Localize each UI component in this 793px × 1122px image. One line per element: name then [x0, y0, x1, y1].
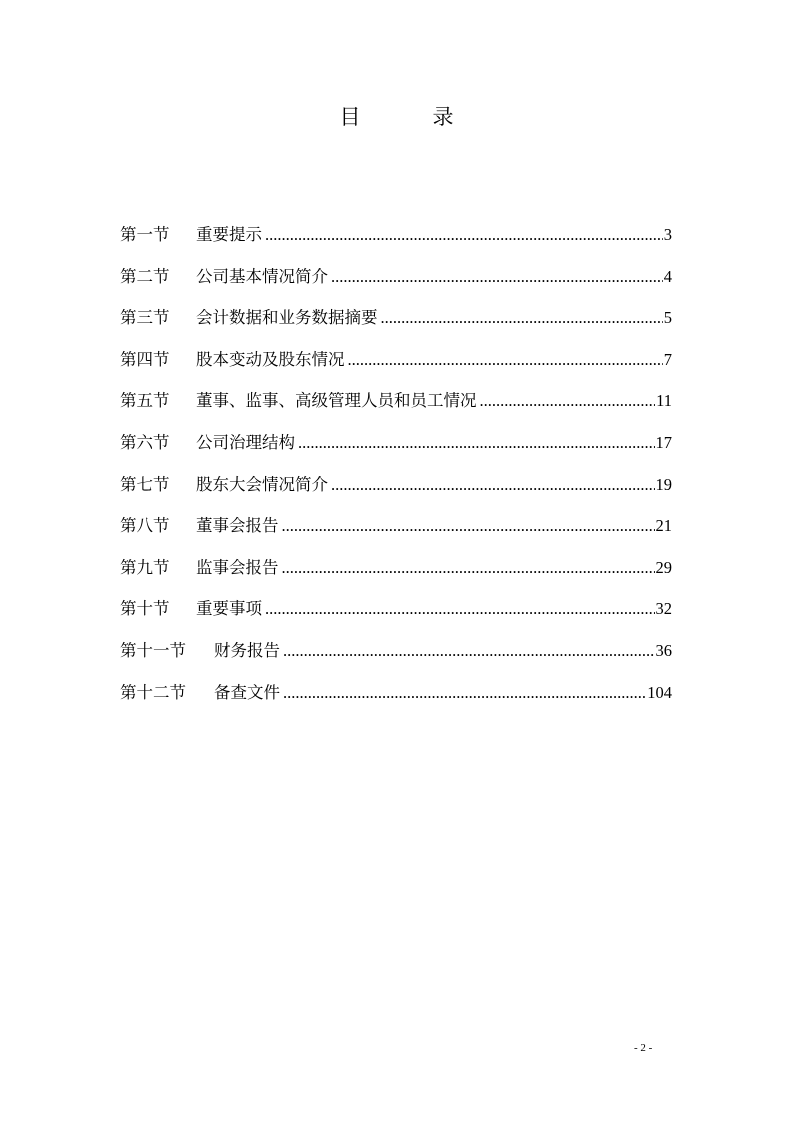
toc-dot-leader [265, 222, 663, 248]
toc-dot-leader [282, 555, 655, 581]
toc-section-name: 董事、监事、高级管理人员和员工情况 [196, 391, 477, 411]
toc-entry[interactable] [120, 347, 672, 389]
toc-entry[interactable] [120, 596, 672, 638]
toc-dot-leader [282, 513, 655, 539]
toc-section-number: 第十二节 [120, 682, 186, 702]
toc-section-name: 会计数据和业务数据摘要 [196, 308, 378, 328]
toc-section-name: 董事会报告 [196, 516, 279, 536]
toc-section-number: 第九节 [120, 557, 170, 577]
toc-entry[interactable] [120, 305, 672, 347]
toc-section-name: 财务报告 [214, 640, 280, 660]
toc-dot-leader [331, 472, 655, 498]
toc-section-name: 重要事项 [196, 599, 262, 619]
toc-section-name: 公司基本情况简介 [196, 266, 328, 286]
toc-page-number: 5 [663, 308, 672, 328]
toc-entry[interactable] [120, 680, 672, 722]
toc-section-number: 第二节 [120, 266, 170, 286]
toc-section-number: 第八节 [120, 516, 170, 536]
toc-section-name: 股东大会情况简介 [196, 474, 328, 494]
toc-section-number: 第十一节 [120, 640, 186, 660]
toc-page-number: 104 [647, 682, 672, 702]
toc-section-name: 备查文件 [214, 682, 280, 702]
toc-entry[interactable] [120, 388, 672, 430]
toc-dot-leader [283, 638, 655, 664]
toc-entry[interactable] [120, 638, 672, 680]
toc-page-number: 17 [655, 432, 672, 452]
toc-section-number: 第四节 [120, 349, 170, 369]
toc-entry[interactable] [120, 264, 672, 306]
toc-section-name: 监事会报告 [196, 557, 279, 577]
toc-dot-leader [331, 264, 663, 290]
toc-dot-leader [298, 430, 655, 456]
toc-page-number: 36 [655, 640, 672, 660]
toc-section-number: 第六节 [120, 432, 170, 452]
toc-dot-leader [381, 305, 663, 331]
toc-title [0, 104, 793, 130]
toc-section-number: 第三节 [120, 308, 170, 328]
toc-section-name: 股本变动及股东情况 [196, 349, 345, 369]
toc-section-number: 第十节 [120, 599, 170, 619]
table-of-contents [120, 222, 672, 721]
toc-dot-leader [348, 347, 663, 373]
toc-page-number: 3 [663, 225, 672, 244]
toc-page-number: 7 [663, 349, 672, 369]
toc-dot-leader [480, 388, 656, 414]
toc-section-name: 公司治理结构 [196, 432, 295, 452]
toc-entry[interactable] [120, 513, 672, 555]
toc-entry[interactable] [120, 555, 672, 597]
toc-entry[interactable] [120, 472, 672, 514]
toc-section-number: 第七节 [120, 474, 170, 494]
toc-entry[interactable] [120, 222, 672, 264]
toc-title-right: 录 [432, 105, 454, 129]
toc-title-left: 目 [339, 105, 361, 129]
toc-section-number: 第一节 [120, 225, 170, 244]
toc-page-number: 19 [655, 474, 672, 494]
toc-entry[interactable] [120, 430, 672, 472]
toc-dot-leader [265, 596, 655, 622]
toc-dot-leader [283, 680, 646, 706]
toc-page-number: 4 [663, 266, 672, 286]
toc-page-number: 21 [655, 516, 672, 536]
page-number-footer: - 2 - [634, 1042, 653, 1054]
toc-page-number: 11 [656, 391, 672, 411]
toc-page-number: 32 [655, 599, 672, 619]
toc-section-name: 重要提示 [196, 225, 262, 244]
toc-page-number: 29 [655, 557, 672, 577]
toc-section-number: 第五节 [120, 391, 170, 411]
